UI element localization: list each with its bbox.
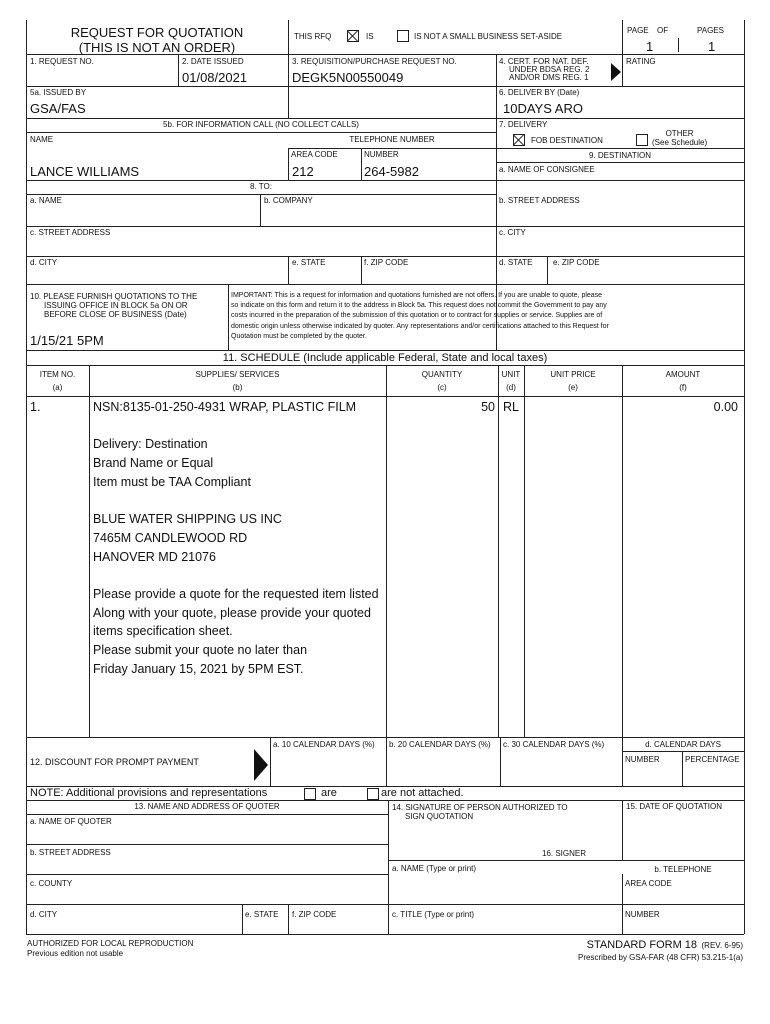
provisions-are-label: are: [321, 787, 337, 799]
description-line: Friday January 15, 2021 by 5PM EST.: [93, 661, 304, 676]
important-line: Quotation must be completed by the quoter.: [231, 332, 367, 340]
to-name-label: a. NAME: [30, 196, 63, 205]
item-description: [93, 398, 379, 679]
dest-city-label: c. CITY: [499, 228, 526, 237]
furnish-line1: 10. PLEASE FURNISH QUOTATIONS TO THE: [30, 292, 198, 301]
note-text: NOTE: Additional provisions and representations: [30, 787, 268, 799]
quantity-value: 50: [481, 400, 495, 414]
deliver-by-value: 10DAYS ARO: [503, 101, 583, 116]
page-label: PAGE: [627, 26, 649, 35]
discount-10-days-label: a. 10 CALENDAR DAYS (%): [273, 740, 375, 749]
pages-label: PAGES: [697, 26, 724, 35]
col-header-label: ITEM NO.: [39, 370, 76, 379]
date-issued-value: 01/08/2021: [182, 70, 248, 85]
signer-area-code-label: AREA CODE: [625, 879, 672, 888]
item-no-value: 1.: [30, 400, 41, 414]
fob-destination-label: FOB DESTINATION: [531, 136, 603, 145]
page-value: 1: [646, 39, 654, 54]
col-header-sub: (f): [679, 383, 687, 392]
description-line: Along with your quote, please provide your quoted: [93, 605, 371, 620]
quoter-street-label: b. STREET ADDRESS: [30, 848, 111, 857]
phone-number-value: 264-5982: [364, 164, 419, 179]
deliver-by-label: 6. DELIVER BY (Date): [499, 88, 580, 97]
important-line: IMPORTANT: This is a request for information and quotations furnished are not offers. If you are unable to quote, please: [231, 292, 603, 299]
discount-percentage-label: PERCENTAGE: [685, 755, 740, 764]
important-line: so indicate on this form and return it to the address in Block 5a. This request does not commit the Government to pay any: [231, 302, 607, 310]
col-unit-price-header: [524, 368, 622, 394]
quoter-city-label: d. CITY: [30, 910, 58, 919]
signer-title-label: c. TITLE (Type or print): [392, 910, 475, 919]
signature-line2: SIGN QUOTATION: [405, 812, 474, 821]
fob-destination-checkbox[interactable]: [513, 134, 525, 146]
col-header-sub: (c): [437, 383, 447, 392]
col-item-no-header: [26, 368, 89, 394]
col-header-sub: (e): [568, 383, 578, 392]
furnish-quotations-label: [30, 292, 197, 319]
col-header-label: SUPPLIES/ SERVICES: [195, 370, 280, 379]
col-header-label: UNIT PRICE: [550, 370, 596, 379]
signature-line1: 14. SIGNATURE OF PERSON AUTHORIZED TO: [392, 803, 568, 812]
dest-state-label: d. STATE: [499, 258, 533, 267]
description-line: [93, 492, 379, 511]
footer-previous-edition: Previous edition not usable: [27, 949, 124, 958]
form-name: STANDARD FORM 18: [586, 939, 698, 951]
description-line: HANOVER MD 21076: [93, 549, 216, 564]
to-state-label: e. STATE: [292, 258, 326, 267]
col-header-label: UNIT: [501, 370, 521, 379]
to-label: 8. TO:: [250, 182, 272, 191]
cert-line2: UNDER BDSA REG. 2: [509, 65, 590, 74]
form-title-line2: (THIS IS NOT AN ORDER): [78, 40, 236, 55]
form-title: [26, 25, 288, 55]
col-header-label: QUANTITY: [421, 370, 463, 379]
contact-name-value: LANCE WILLIAMS: [30, 164, 140, 179]
rfq-label: THIS RFQ: [294, 32, 332, 41]
col-header-label: AMOUNT: [665, 370, 701, 379]
quoter-county-label: c. COUNTY: [30, 879, 73, 888]
footer-left: [27, 939, 193, 959]
discount-20-days-label: b. 20 CALENDAR DAYS (%): [389, 740, 491, 749]
form-revision: (REV. 6-95): [701, 941, 743, 950]
request-no-label: 1. REQUEST NO.: [30, 57, 94, 66]
other-line1: OTHER: [665, 129, 694, 138]
cert-arrow-icon: [611, 63, 621, 81]
furnish-line3: BEFORE CLOSE OF BUSINESS (Date): [44, 310, 187, 319]
discount-number-label: NUMBER: [625, 755, 660, 764]
requisition-label: 3. REQUISITION/PURCHASE REQUEST NO.: [292, 57, 457, 66]
form-prescribed: Prescribed by GSA-FAR (48 CFR) 53.215-1(a): [578, 953, 743, 962]
description-line: Please submit your quote no later than: [93, 643, 308, 658]
issued-by-label: 5a. ISSUED BY: [30, 88, 87, 97]
cert-line1: 4. CERT. FOR NAT. DEF.: [499, 57, 589, 66]
signer-label: 16. SIGNER: [542, 849, 587, 858]
provisions-are-checkbox[interactable]: [304, 788, 316, 800]
requisition-value: DEGK5N00550049: [292, 70, 404, 85]
quoter-name-label: a. NAME OF QUOTER: [30, 817, 112, 826]
destination-label: 9. DESTINATION: [588, 151, 652, 160]
info-call-label: 5b. FOR INFORMATION CALL (NO COLLECT CALLS): [163, 120, 359, 129]
col-header-sub: (d): [506, 383, 516, 392]
phone-number-label: NUMBER: [364, 150, 399, 159]
signer-telephone-label: b. TELEPHONE: [654, 865, 712, 874]
form-title-line1: REQUEST FOR QUOTATION: [70, 25, 244, 40]
col-unit-header: [498, 368, 524, 394]
contact-name-label: NAME: [30, 135, 54, 144]
discount-30-days-label: c. 30 CALENDAR DAYS (%): [503, 740, 605, 749]
dest-zip-label: e. ZIP CODE: [553, 258, 600, 267]
rating-label: RATING: [626, 57, 656, 66]
discount-label: 12. DISCOUNT FOR PROMPT PAYMENT: [30, 757, 199, 767]
important-notice: [231, 291, 609, 342]
rfq-not-small-business-label: IS NOT A SMALL BUSINESS SET-ASIDE: [414, 32, 563, 41]
schedule-title: 11. SCHEDULE (Include applicable Federal, State and local taxes): [222, 352, 548, 364]
area-code-label: AREA CODE: [291, 150, 338, 159]
col-amount-header: [622, 368, 744, 394]
description-line: items specification sheet.: [93, 624, 233, 639]
cert-nat-def-label: [499, 58, 589, 82]
signer-name-label: a. NAME (Type or print): [392, 864, 477, 873]
issued-by-value: GSA/FAS: [30, 101, 86, 116]
quoter-name-address-label: 13. NAME AND ADDRESS OF QUOTER: [134, 802, 280, 811]
to-city-label: d. CITY: [30, 258, 58, 267]
unit-value: RL: [503, 400, 519, 414]
discount-calendar-days-label: d. CALENDAR DAYS: [645, 740, 721, 749]
rfq-not-small-business-checkbox[interactable]: [397, 30, 409, 42]
delivery-label: 7. DELIVERY: [499, 120, 548, 129]
provisions-are-not-checkbox[interactable]: [367, 788, 379, 800]
provisions-are-not-label: are not attached.: [381, 787, 464, 799]
description-line: [93, 417, 379, 436]
to-company-label: b. COMPANY: [264, 196, 313, 205]
description-line: BLUE WATER SHIPPING US INC: [93, 512, 282, 527]
signer-number-label: NUMBER: [625, 910, 660, 919]
to-street-label: c. STREET ADDRESS: [30, 228, 111, 237]
furnish-line2: ISSUING OFFICE IN BLOCK 5a ON OR: [44, 301, 188, 310]
discount-arrow-icon: [254, 749, 268, 781]
description-line: NSN:8135-01-250-4931 WRAP, PLASTIC FILM: [93, 400, 357, 414]
other-delivery-label: [652, 129, 707, 147]
description-line: Item must be TAA Compliant: [93, 474, 251, 489]
area-code-value: 212: [292, 164, 314, 179]
amount-value: 0.00: [713, 400, 738, 414]
col-header-sub: (a): [52, 383, 63, 392]
date-issued-label: 2. DATE ISSUED: [182, 57, 244, 66]
col-quantity-header: [386, 368, 498, 394]
to-zip-label: f. ZIP CODE: [364, 258, 409, 267]
footer-form-id: [578, 938, 743, 964]
col-supplies-header: [89, 368, 386, 394]
description-line: Brand Name or Equal: [93, 456, 214, 471]
col-header-sub: (b): [232, 383, 243, 392]
quotation-date-label: 15. DATE OF QUOTATION: [626, 802, 723, 811]
description-line: Delivery: Destination: [93, 437, 208, 452]
description-line: 7465M CANDLEWOOD RD: [93, 530, 248, 545]
description-line: [93, 566, 379, 585]
footer-authorized: AUTHORIZED FOR LOCAL REPRODUCTION: [27, 939, 194, 948]
important-line: costs incurred in the preparation of the submission of this quotation or to contract for supplies or service. Supplies are of: [231, 312, 603, 320]
consignee-label: a. NAME OF CONSIGNEE: [499, 165, 595, 174]
description-line: Please provide a quote for the requested item listed: [93, 587, 379, 602]
cert-line3: AND/OR DMS REG. 1: [509, 73, 589, 82]
telephone-label: TELEPHONE NUMBER: [349, 135, 435, 144]
of-label: OF: [657, 26, 669, 35]
signature-label: [392, 803, 568, 821]
other-delivery-checkbox[interactable]: [636, 134, 648, 146]
quoter-zip-label: f. ZIP CODE: [292, 910, 337, 919]
quotation-due-value: 1/15/21 5PM: [30, 333, 104, 348]
dest-street-label: b. STREET ADDRESS: [499, 196, 580, 205]
rfq-is-checkbox[interactable]: [347, 30, 359, 42]
important-line: domestic origin unless otherwise indicated by quoter. Any representations and/or certifications attached to this Request for: [231, 322, 609, 330]
quoter-state-label: e. STATE: [245, 910, 279, 919]
pages-value: 1: [708, 39, 716, 54]
other-line2: (See Schedule): [652, 138, 708, 147]
rfq-is-label: IS: [366, 32, 374, 41]
